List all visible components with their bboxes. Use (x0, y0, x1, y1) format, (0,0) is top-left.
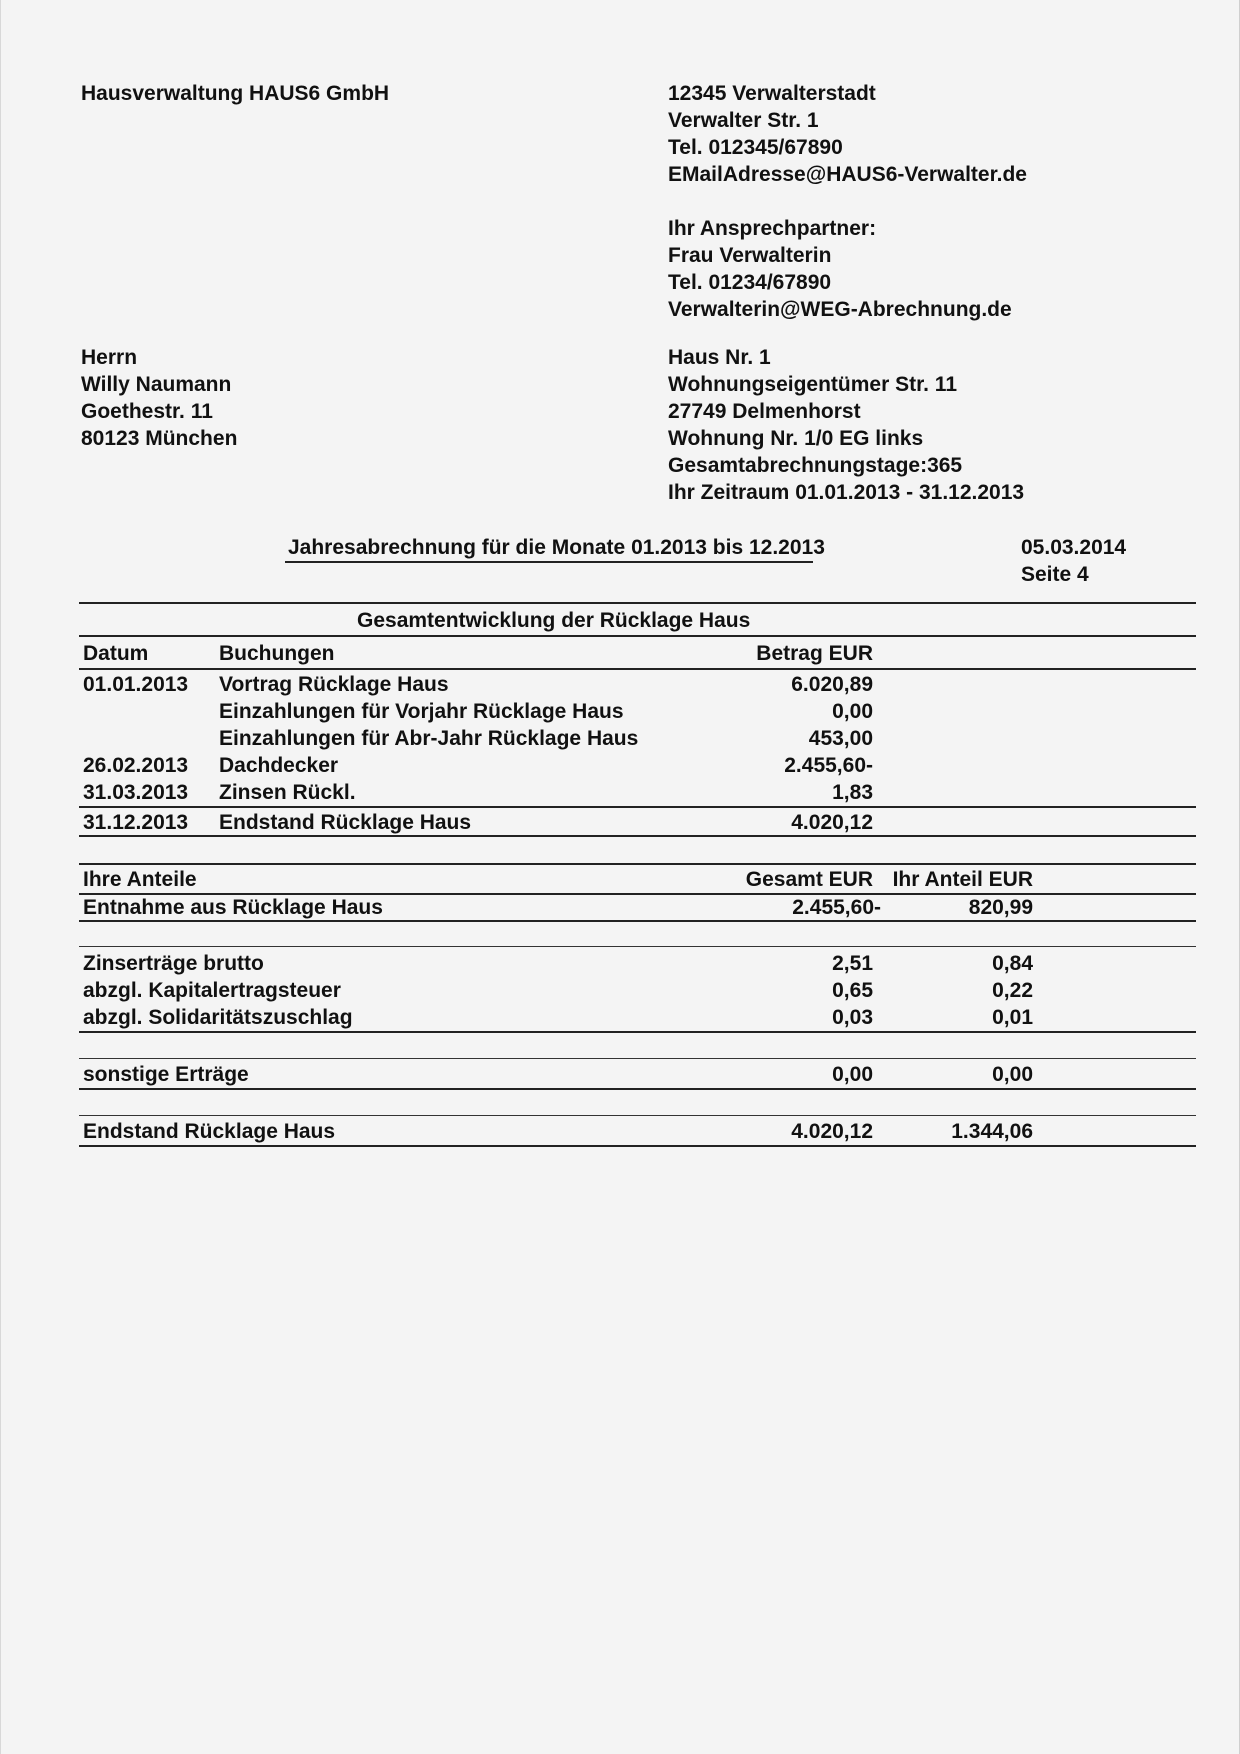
sender-email: EMailAdresse@HAUS6-Verwalter.de (668, 163, 1027, 186)
recipient-address (81, 344, 237, 452)
divider (79, 635, 1196, 637)
row-booking: Einzahlungen für Abr-Jahr Rücklage Haus (219, 727, 639, 750)
row-amount: 2.455,60- (784, 754, 873, 777)
contact-name: Frau Verwalterin (668, 244, 832, 267)
interest-label: abzgl. Solidaritätszuschlag (83, 1006, 353, 1029)
document-title: Jahresabrechnung für die Monate 01.2013 bis 12.2013 (288, 536, 825, 559)
row-amount: 1,83 (832, 781, 873, 804)
divider (79, 863, 1196, 865)
final-balance-label: Endstand Rücklage Haus (83, 1120, 336, 1143)
shares-header-share: Ihr Anteil EUR (892, 868, 1033, 891)
withdrawal-total: 2.455,60- (792, 896, 881, 919)
column-header-date: Datum (83, 642, 149, 665)
row-booking: Zinsen Rückl. (219, 781, 356, 804)
contact-heading: Ihr Ansprechpartner: (668, 217, 877, 240)
property-house: Haus Nr. 1 (668, 346, 771, 369)
row-date: 31.03.2013 (83, 781, 189, 804)
shares-header-total: Gesamt EUR (745, 868, 873, 891)
interest-total: 0,03 (832, 1006, 873, 1029)
interest-share: 0,84 (992, 952, 1033, 975)
title-underline (285, 561, 813, 563)
document-meta (1021, 534, 1126, 588)
other-income-total: 0,00 (832, 1063, 873, 1086)
withdrawal-label: Entnahme aus Rücklage Haus (83, 896, 383, 919)
property-unit: Wohnung Nr. 1/0 EG links (668, 427, 924, 450)
row-date: 26.02.2013 (83, 754, 189, 777)
divider (79, 668, 1196, 670)
property-info (668, 344, 1024, 506)
property-period: Ihr Zeitraum 01.01.2013 - 31.12.2013 (668, 481, 1025, 504)
other-income-share: 0,00 (992, 1063, 1033, 1086)
interest-share: 0,01 (992, 1006, 1033, 1029)
document-date: 05.03.2014 (1021, 536, 1127, 559)
withdrawal-share: 820,99 (968, 896, 1033, 919)
recipient-name: Willy Naumann (81, 373, 232, 396)
total-amount: 4.020,12 (791, 811, 873, 834)
page-number: Seite 4 (1021, 563, 1089, 586)
sender-street: Verwalter Str. 1 (668, 109, 819, 132)
divider (79, 1088, 1196, 1090)
shares-header-label: Ihre Anteile (83, 868, 197, 891)
total-booking: Endstand Rücklage Haus (219, 811, 472, 834)
recipient-salutation: Herrn (81, 346, 138, 369)
divider (79, 1115, 1196, 1116)
column-header-amount: Betrag EUR (756, 642, 873, 665)
property-street: Wohnungseigentümer Str. 11 (668, 373, 957, 396)
interest-label: abzgl. Kapitalertragsteuer (83, 979, 341, 1002)
row-amount: 0,00 (832, 700, 873, 723)
final-balance-share: 1.344,06 (951, 1120, 1033, 1143)
contact-phone: Tel. 01234/67890 (668, 271, 832, 294)
row-booking: Einzahlungen für Vorjahr Rücklage Haus (219, 700, 624, 723)
divider (79, 602, 1196, 604)
section-title: Gesamtentwicklung der Rücklage Haus (357, 609, 751, 632)
contact-email: Verwalterin@WEG-Abrechnung.de (668, 298, 1012, 321)
final-balance-total: 4.020,12 (791, 1120, 873, 1143)
row-booking: Dachdecker (219, 754, 339, 777)
row-amount: 6.020,89 (791, 673, 873, 696)
total-date: 31.12.2013 (83, 811, 189, 834)
interest-total: 2,51 (832, 952, 873, 975)
row-date: 01.01.2013 (83, 673, 189, 696)
property-days: Gesamtabrechnungstage:365 (668, 454, 963, 477)
property-city: 27749 Delmenhorst (668, 400, 861, 423)
divider (79, 806, 1196, 808)
interest-total: 0,65 (832, 979, 873, 1002)
company-name: Hausverwaltung HAUS6 GmbH (81, 82, 390, 105)
column-header-bookings: Buchungen (219, 642, 335, 665)
divider (79, 920, 1196, 922)
sender-contact (668, 80, 1027, 188)
divider (79, 835, 1196, 837)
contact-person (668, 215, 1012, 323)
divider (79, 1058, 1196, 1059)
recipient-city: 80123 München (81, 427, 238, 450)
row-amount: 453,00 (808, 727, 873, 750)
interest-share: 0,22 (992, 979, 1033, 1002)
interest-label: Zinserträge brutto (83, 952, 264, 975)
divider (79, 1145, 1196, 1147)
row-booking: Vortrag Rücklage Haus (219, 673, 449, 696)
recipient-street: Goethestr. 11 (81, 400, 213, 423)
sender-phone: Tel. 012345/67890 (668, 136, 843, 159)
divider (79, 1031, 1196, 1033)
divider (79, 946, 1196, 947)
other-income-label: sonstige Erträge (83, 1063, 249, 1086)
sender-city: 12345 Verwalterstadt (668, 82, 876, 105)
